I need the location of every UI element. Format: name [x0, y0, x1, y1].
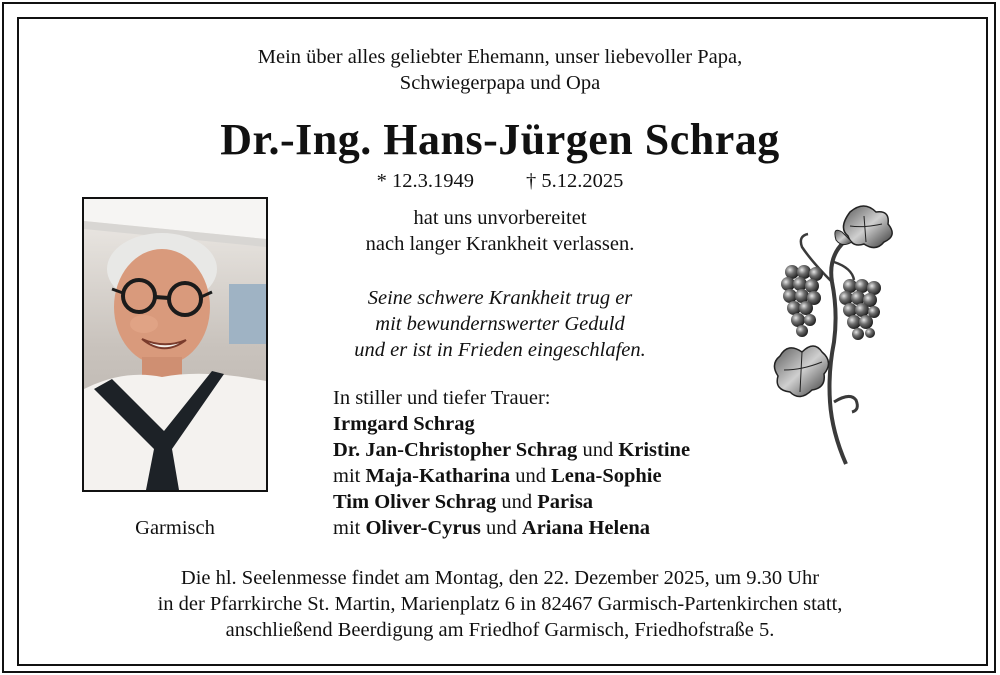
connector-text: und	[510, 465, 552, 487]
mourner-name: Oliver-Cyrus	[365, 517, 481, 539]
mourner-line-4	[333, 489, 690, 515]
mourner-line-5	[333, 515, 690, 541]
service-line-1: Die hl. Seelenmesse findet am Montag, den 22. Dezember 2025, um 9.30 Uhr	[180, 567, 820, 589]
deceased-name: Dr.-Ing. Hans-Jürgen Schrag	[220, 115, 780, 164]
birth-date: * 12.3.1949	[376, 170, 474, 192]
intro-text	[0, 44, 1000, 96]
mourner-name: Tim Oliver Schrag	[333, 491, 497, 513]
mourner-name: Irmgard Schrag	[333, 413, 475, 435]
prefix-text: mit	[333, 465, 366, 487]
portrait-photo	[82, 197, 268, 492]
mourner-line-2	[333, 437, 690, 463]
mourner-name: Ariana Helena	[521, 517, 650, 539]
death-date: † 5.12.2025	[526, 170, 624, 192]
message-line-2: nach langer Krankheit verlassen.	[365, 233, 635, 255]
grapevine-icon	[772, 202, 897, 467]
quote-line-3: und er ist in Frieden eingeschlafen.	[354, 339, 646, 361]
mourner-name: Kristine	[618, 439, 691, 461]
message-line-1: hat uns unvorbereitet	[413, 207, 587, 229]
quote-line-2: mit bewundernswerter Geduld	[375, 313, 625, 335]
intro-line-1: Mein über alles geliebter Ehemann, unser liebevoller Papa,	[257, 46, 743, 68]
service-info	[0, 565, 1000, 643]
intro-line-2: Schwiegerpapa und Opa	[399, 72, 601, 94]
mourner-name: Maja-Katharina	[365, 465, 511, 487]
service-line-3: anschließend Beerdigung am Friedhof Garmisch, Friedhofstraße 5.	[225, 619, 775, 641]
mourner-line-3	[333, 463, 690, 489]
mourner-name: Parisa	[537, 491, 594, 513]
prefix-text: mit	[333, 517, 366, 539]
mourners-list	[333, 385, 690, 541]
mourner-line-1	[333, 411, 690, 437]
quote-line-1: Seine schwere Krankheit trug er	[367, 287, 633, 309]
connector-text: und	[496, 491, 538, 513]
service-line-2: in der Pfarrkirche St. Martin, Marienplatz 6 in 82467 Garmisch-Partenkirchen statt,	[157, 593, 843, 615]
mourner-name: Dr. Jan-Christopher Schrag	[333, 439, 578, 461]
connector-text: und	[480, 517, 522, 539]
connector-text: und	[577, 439, 619, 461]
mourners-heading: In stiller und tiefer Trauer:	[333, 387, 551, 409]
life-dates	[0, 168, 1000, 194]
place-label: Garmisch	[135, 517, 215, 539]
mourner-name: Lena-Sophie	[551, 465, 662, 487]
